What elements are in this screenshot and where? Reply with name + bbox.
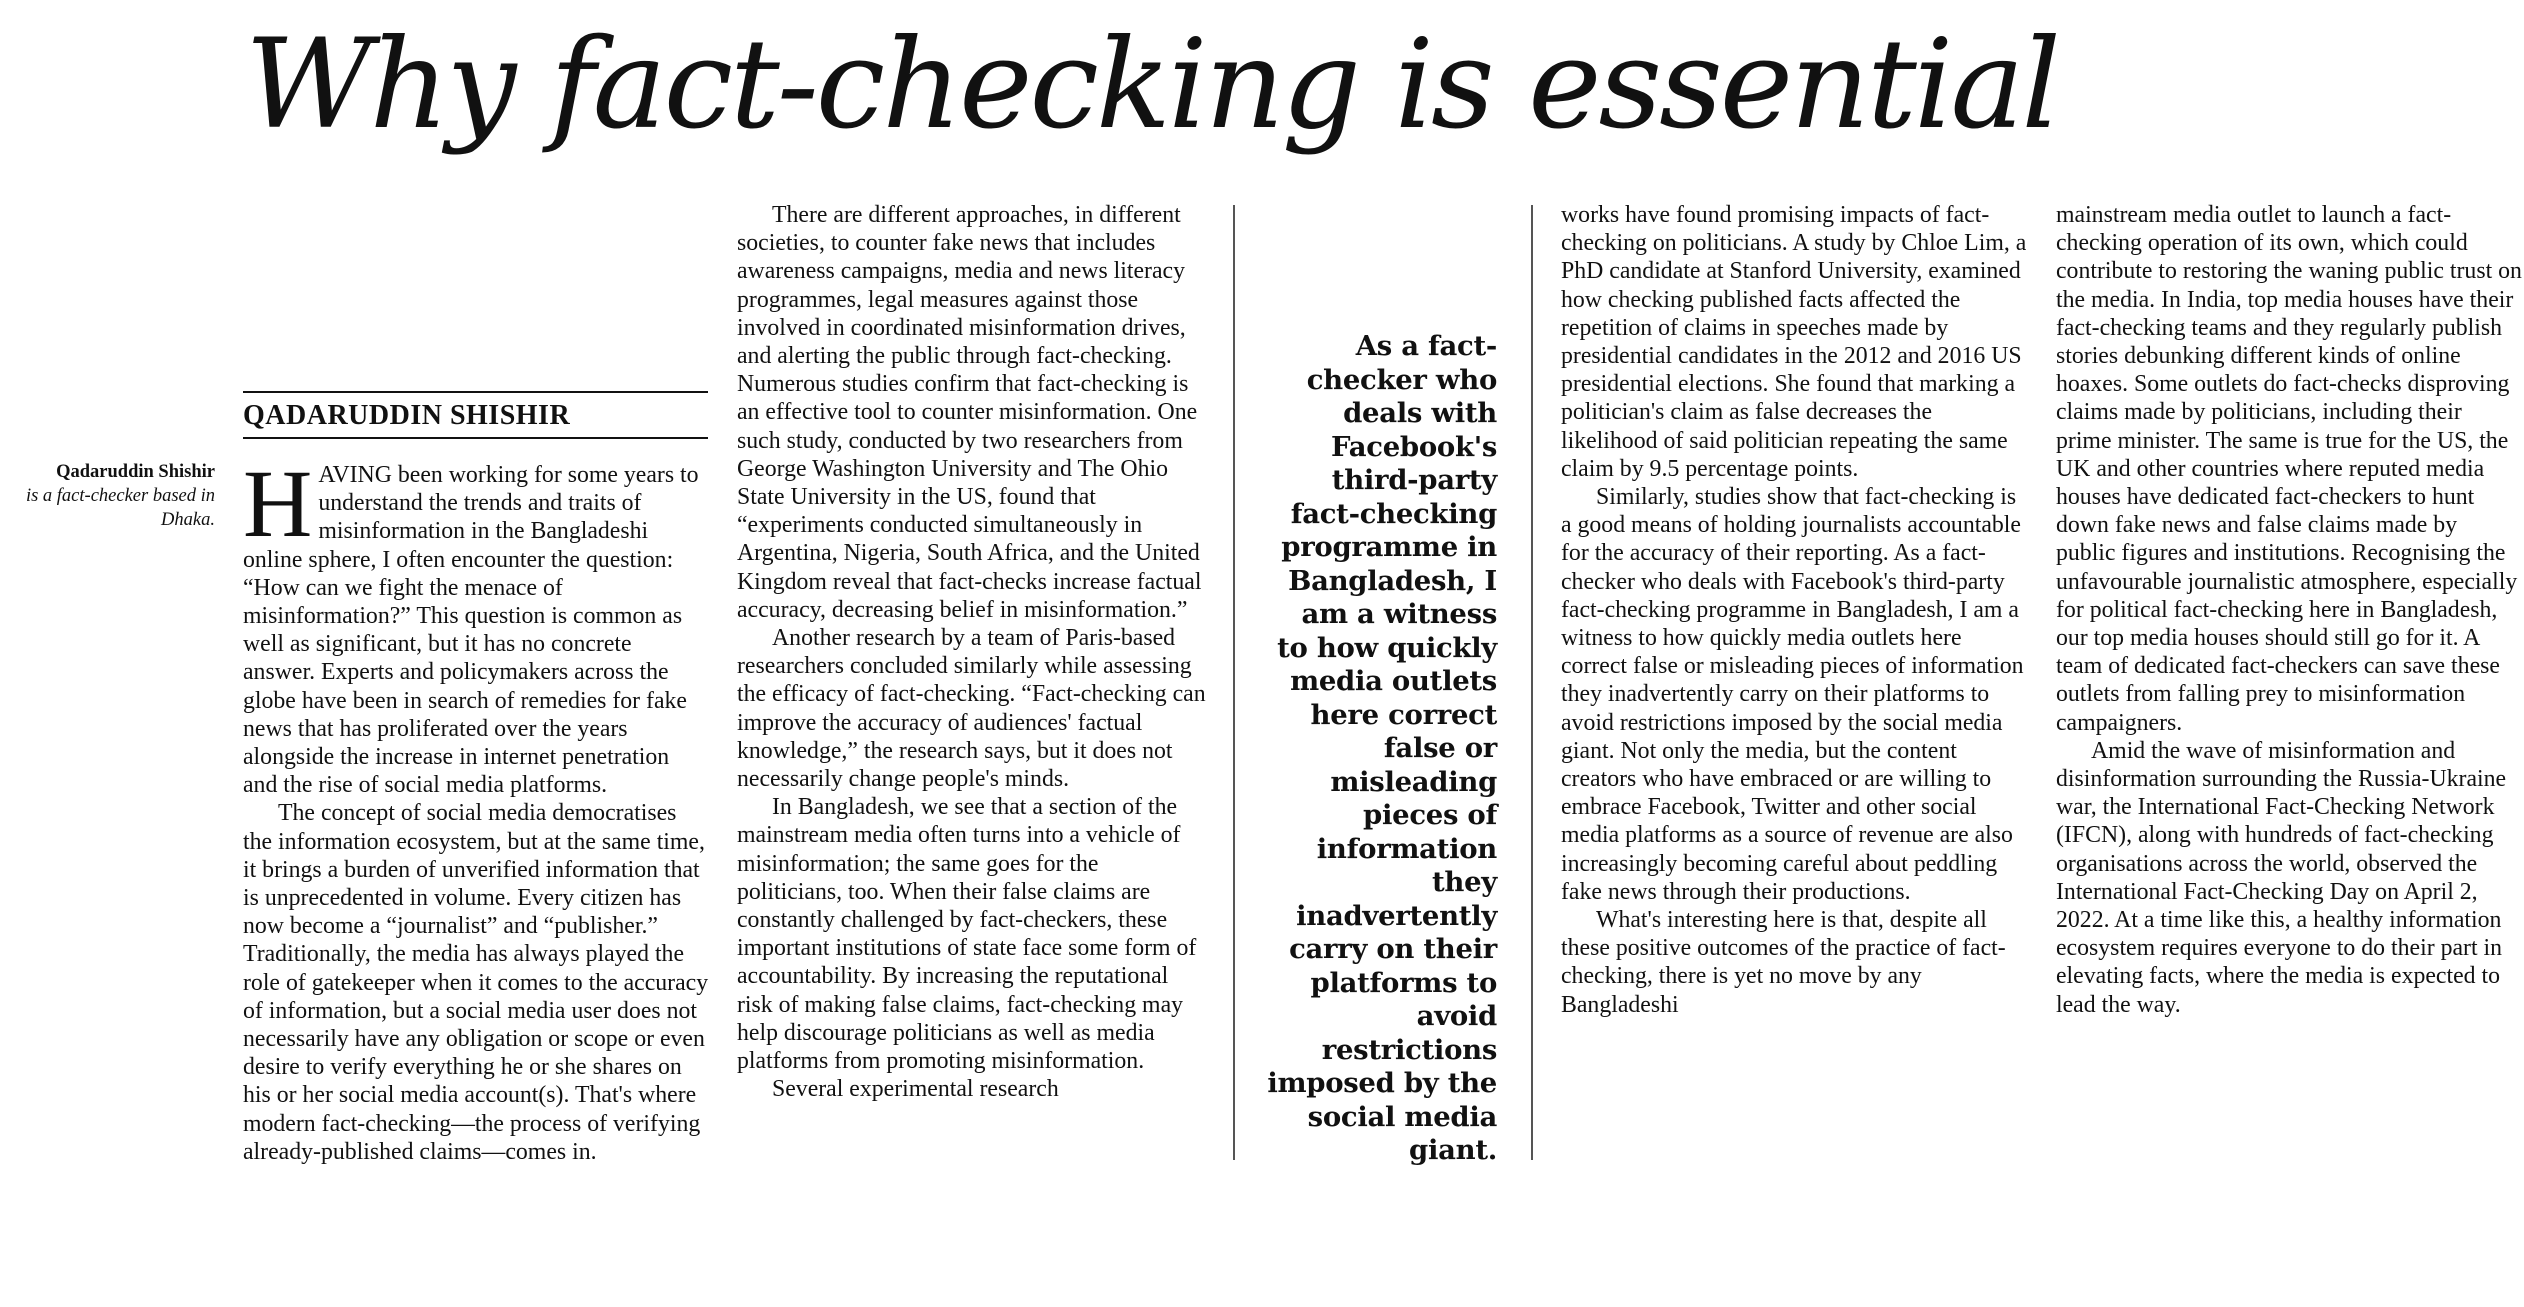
author-note [20,460,215,532]
article-column-2 [737,201,1207,1301]
paragraph: Another research by a team of Paris-based researchers concluded similarly while assessing the efficacy of fact-checking. “Fact-checking can improve the accuracy of audiences' factual knowledge,” the research says, but it does not necessarily change people's minds. [737,625,1206,793]
paragraph: There are different approaches, in different societies, to counter fake news that includes awareness campaigns, media and news literacy programmes, legal measures against those involved in coordinated misinformation drives, and alerting the public through fact-checking. Numerous studies confirm that fact-checking is an effective tool to counter misinformation. One such study, conducted by two researchers from George Washington University and The Ohio State University in the US, found that “experiments conducted simultaneously in Argentina, Nigeria, South Africa, and the United Kingdom reveal that fact-checks increase factual accuracy, decreasing belief in misinformation.” [737,202,1202,623]
article-column-3 [1561,201,2031,1301]
byline-top-rule [243,391,708,393]
headline: Why fact-checking is essential [245,13,2059,157]
byline: QADARUDDIN SHISHIR [243,400,571,431]
paragraph: What's interesting here is that, despite all these positive outcomes of the practice of fact-checking, there is yet no move by any Bangladeshi [1561,907,2006,1018]
pull-quote-left-rule [1233,205,1235,1160]
author-name: Qadaruddin Shishir [56,462,215,482]
paragraph: works have found promising impacts of fact-checking on politicians. A study by Chloe Lim, a PhD candidate at Stanford University, examined how checking published facts affected the repetition of claims in speeches made by presidential candidates in the 2012 and 2016 US presidential elections. She found that marking a politician's claim as false decreases the likelihood of said politician repeating the same claim by 9.5 percentage points. [1561,202,2027,482]
author-description: is a fact-checker based in Dhaka. [25,486,215,530]
paragraph [243,461,709,799]
paragraph: Amid the wave of misinformation and disinformation surrounding the Russia-Ukraine war, the International Fact-Checking Network (IFCN), along with hundreds of fact-checking organisations across the world, observed the International Fact-Checking Day on April 2, 2022. At a time like this, a healthy information ecosystem requires everyone to do their part in elevating facts, where the media is expected to lead the way. [2056,737,2507,1018]
article-column-1 [243,461,709,1306]
paragraph: In Bangladesh, we see that a section of the mainstream media often turns into a vehicle of misinformation; the same goes for the politicians, too. When their false claims are constantly challenged by fact-checkers, these important institutions of state face some form of accountability. By increasing the reputational risk of making false claims, fact-checking may help discourage politicians as well as media platforms from promoting misinformation. [737,794,1197,1075]
pull-quote-right-rule [1531,205,1533,1160]
paragraph-text: AVING been working for some years to understand the trends and traits of misinformation in the Bangladeshi online sphere, I often encounter the question: “How can we fight the menace of misinformation?” This question is common as well as significant, but it has no concrete answer. Experts and policymakers across the globe have been in search of remedies for fake news that has proliferated over the years alongside the increase in internet penetration and the rise of social media platforms. [243,462,699,799]
pull-quote: As a fact-checker who deals with Facebook's third-party fact-checking programme in Bangladesh, I am a witness to how quickly media outlets here correct false or misleading pieces of information they inadvertently carry on their platforms to avoid restrictions imposed by the social media giant. [1267,330,1497,1166]
article-column-4 [2056,201,2522,1301]
drop-cap: H [243,461,313,557]
paragraph: mainstream media outlet to launch a fact-checking operation of its own, which could contribute to restoring the waning public trust on the media. In India, top media houses have their fact-checking teams and they regularly publish stories debunking different kinds of online hoaxes. Some outlets do fact-checks disproving claims made by politicians, including their prime minister. The same is true for the US, the UK and other countries where reputed media houses have dedicated fact-checkers to hunt down fake news and false claims made by public figures and institutions. Recognising the unfavourable journalistic atmosphere, especially for political fact-checking here in Bangladesh, our top media houses should still go for it. A team of dedicated fact-checkers can save these outlets from falling prey to misinformation campaigners. [2056,202,2522,736]
paragraph: Similarly, studies show that fact-checking is a good means of holding journalists accountable for the accuracy of their reporting. As a fact-checker who deals with Facebook's third-party fact-checking programme in Bangladesh, I am a witness to how quickly media outlets here correct false or misleading pieces of information they inadvertently carry on their platforms to avoid restrictions imposed by the social media giant. Not only the media, but the content creators who have embraced or are willing to embrace Facebook, Twitter and other social media platforms as a source of revenue are also increasingly becoming careful about peddling fake news through their productions. [1561,484,2024,905]
byline-bottom-rule [243,437,708,439]
paragraph: The concept of social media democratises the information ecosystem, but at the same time, it brings a burden of unverified information that is unprecedented in volume. Every citizen has now become a “journalist” and “publisher.” Traditionally, the media has always played the role of gatekeeper when it comes to the accuracy of information, but a social media user does not necessarily have any obligation or scope or even desire to verify everything he or she shares on his or her social media account(s). That's where modern fact-checking—the process of verifying already-published claims—comes in. [243,800,709,1165]
paragraph: Several experimental research [772,1076,1059,1103]
